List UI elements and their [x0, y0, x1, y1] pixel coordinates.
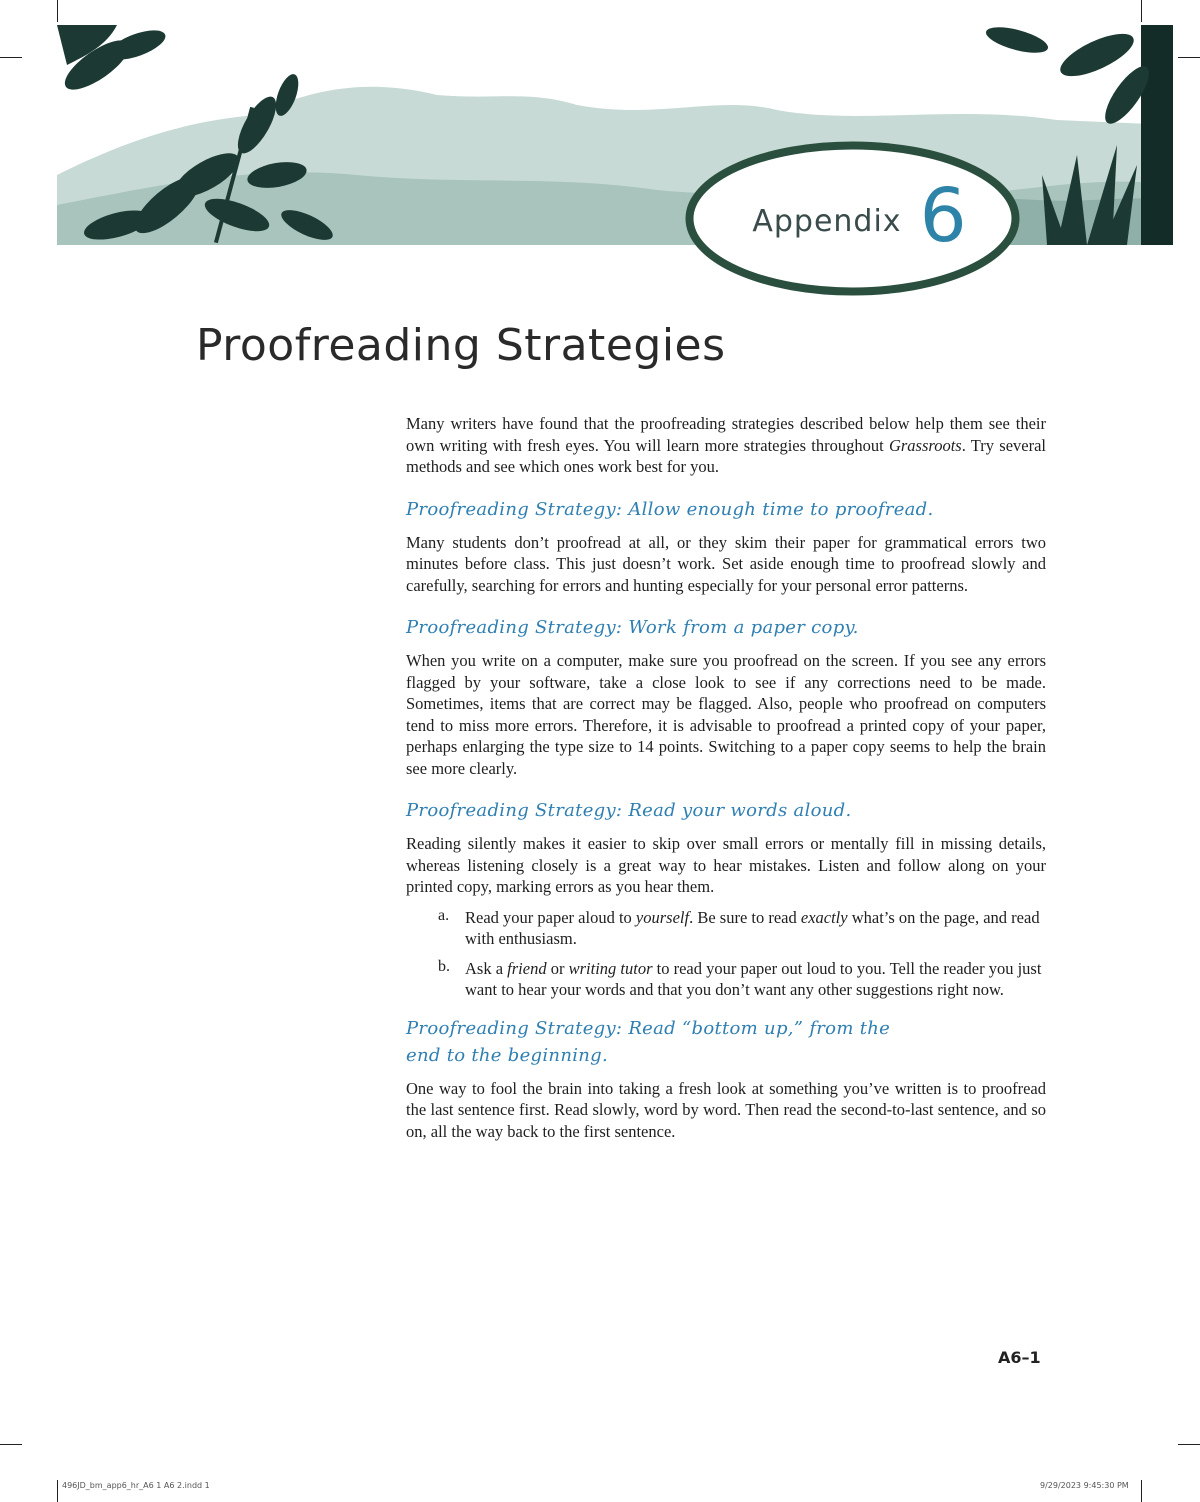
list-item [406, 958, 1046, 1001]
section-heading [406, 1015, 1046, 1069]
list-text: to read your paper out loud to you. Tell the reader you just want to hear your words and that you don’t want any other suggestions right now. [465, 958, 1042, 999]
list-marker: a. [438, 906, 450, 924]
section-body: Many students don’t proofread at all, or they skim their paper for grammatical errors two minutes before class. This just doesn’t work. Set aside enough time to proofread slowly and carefully, searching for errors and hunting especially for your personal error patterns. [406, 532, 1046, 595]
section-body: When you write on a computer, make sure you proofread on the screen. If you see any errors flagged by your software, take a close look to see if any corrections need to be made. Sometimes, items that are correct may be flagged. Also, people who proofread on computers tend to miss more errors. Therefore, it is advisable to proofread a printed copy of your paper, perhaps enlarging the type size to 14 points. Switching to a paper copy seems to help the brain see more clearly. [406, 651, 1046, 778]
book-title: Grassroots [888, 435, 962, 455]
strategy-list [406, 907, 1046, 1001]
list-item [406, 907, 1046, 950]
crop-mark [0, 1444, 22, 1445]
main-content [406, 413, 1046, 1142]
crop-mark [1141, 1480, 1142, 1502]
list-text: Ask a [465, 958, 508, 978]
section-heading: Proofreading Strategy: Read your words aloud. [406, 800, 852, 821]
list-emphasis: exactly [800, 907, 848, 927]
appendix-number: 6 [919, 172, 967, 259]
list-item-text [465, 907, 1046, 950]
intro-paragraph [406, 413, 1046, 478]
file-slug: 496JD_bm_app6_hr_A6 1 A6 2.indd 1 [62, 1481, 210, 1490]
appendix-badge [685, 141, 1020, 296]
list-text: Read your paper aloud to [465, 907, 636, 927]
section-body: One way to fool the brain into taking a fresh look at something you’ve written is to proofread the last sentence first. Read slowly, word by word. Then read the second-to-last sentence, and so on, all the way back to the first sentence. [406, 1078, 1046, 1141]
crop-mark [1178, 57, 1200, 58]
intro-text-end: . Try several methods and see which ones work best for you. [406, 435, 1047, 476]
crop-mark [1141, 0, 1142, 22]
section-heading: Proofreading Strategy: Work from a paper copy. [406, 617, 859, 638]
list-item-text [465, 958, 1046, 1001]
list-text: what’s on the page, and read with enthusiasm. [465, 907, 1040, 948]
heading-line: Proofreading Strategy: Read “bottom up,” from the [406, 1017, 891, 1039]
heading-line: end to the beginning. [406, 1044, 609, 1066]
crop-mark [57, 1480, 58, 1502]
timestamp-slug: 9/29/2023 9:45:30 PM [1040, 1481, 1129, 1490]
list-marker: b. [438, 957, 450, 975]
list-emphasis: friend [507, 958, 547, 978]
appendix-label: Appendix [752, 204, 902, 239]
list-text: or [546, 958, 569, 978]
list-emphasis: yourself [635, 907, 690, 927]
page-title: Proofreading Strategies [196, 320, 726, 371]
section-heading: Proofreading Strategy: Allow enough time to proofread. [406, 498, 934, 520]
intro-text: Many writers have found that the proofreading strategies described below help them see their own writing with fresh eyes. You will learn more strategies throughout [406, 414, 1046, 455]
crop-mark [1178, 1444, 1200, 1445]
list-text: . Be sure to read [689, 907, 801, 927]
page-number: A6–1 [998, 1348, 1041, 1367]
list-emphasis: writing tutor [568, 958, 653, 978]
crop-mark [0, 57, 22, 58]
crop-mark [57, 0, 58, 22]
section-body: Reading silently makes it easier to skip over small errors or mentally fill in missing details, whereas listening closely is a great way to hear mistakes. Listen and follow along on your printed copy, marking errors as you hear them. [406, 834, 1046, 896]
